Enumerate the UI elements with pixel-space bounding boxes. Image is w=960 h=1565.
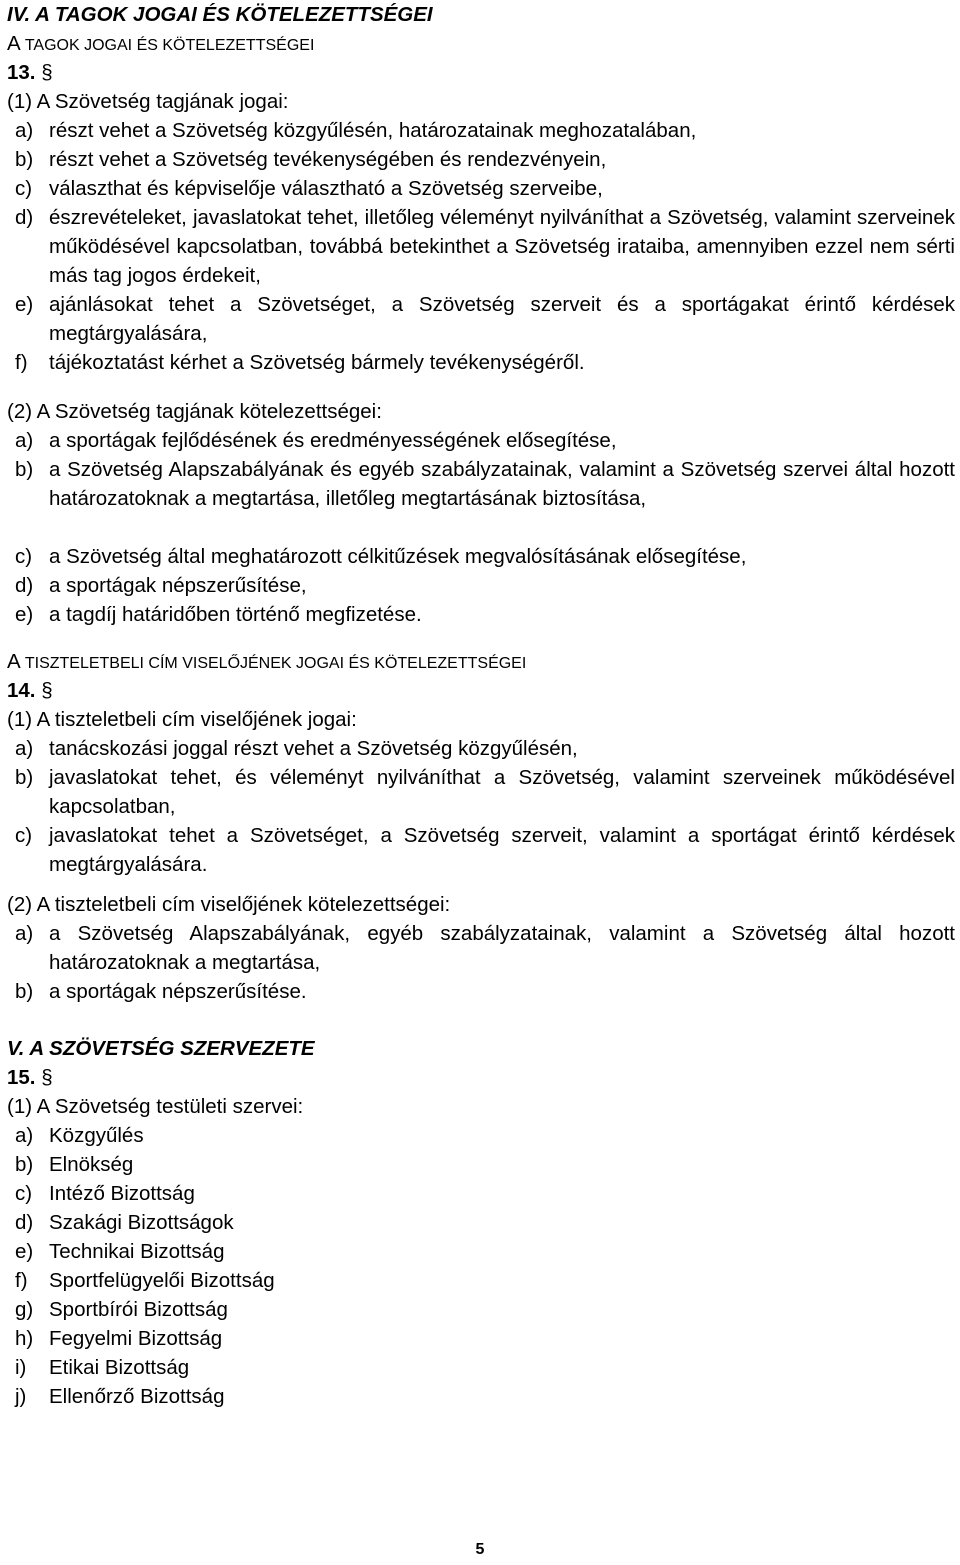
article-14-p1-heading: (1) A tiszteletbeli cím viselőjének jogai: (7, 708, 357, 731)
list-item: j) Ellenőrző Bizottság (15, 1385, 225, 1408)
chapter-4-title: IV. A TAGOK JOGAI ÉS KÖTELEZETTSÉGEI (7, 3, 433, 26)
list-item: a) tanácskozási joggal részt vehet a Szövetség közgyűlésén, (15, 737, 578, 760)
list-item: d) a sportágak népszerűsítése, (15, 574, 307, 597)
list-item: c) Intéző Bizottság (15, 1182, 195, 1205)
list-item: a) a Szövetség Alapszabályának, egyéb szabályzatainak, valamint a Szövetség által hozott határozatoknak a megtartása, (15, 922, 955, 974)
list-item: g) Sportbírói Bizottság (15, 1298, 228, 1321)
list-item: h) Fegyelmi Bizottság (15, 1327, 223, 1350)
list-item: b) a sportágak népszerűsítése. (15, 980, 307, 1003)
article-13-p1-heading: (1) A Szövetség tagjának jogai: (7, 90, 289, 113)
list-item: b) a Szövetség Alapszabályának és egyéb szabályzatainak, valamint a Szövetség szervei által hozott határozatoknak a megtartása, illetőleg megtartásának biztosítása, (15, 458, 955, 510)
list-item: d) észrevételeket, javaslatokat tehet, illetőleg véleményt nyilváníthat a Szövetség, valamint szerveinek működésével kapcsolatban, továbbá betekinthet a Szövetség irataiba, amennyiben ezzel nem sérti más tag jogos érdekeit, (15, 206, 955, 287)
article-13-p2-heading: (2) A Szövetség tagjának kötelezettségei: (7, 400, 382, 423)
list-item: d) Szakági Bizottságok (15, 1211, 234, 1234)
list-item: b) részt vehet a Szövetség tevékenységében és rendezvényein, (15, 148, 607, 171)
list-item: e) Technikai Bizottság (15, 1240, 225, 1263)
list-item: a) Közgyűlés (15, 1124, 144, 1147)
chapter-4-subtitle: A TAGOK JOGAI ÉS KÖTELEZETTSÉGEI (7, 32, 315, 55)
list-item: b) javaslatokat tehet, és véleményt nyilváníthat a Szövetség, valamint szerveinek működésével kapcsolatban, (15, 766, 955, 818)
chapter-5-title: V. A SZÖVETSÉG SZERVEZETE (7, 1037, 315, 1060)
list-item: i) Etikai Bizottság (15, 1356, 190, 1379)
page-number: 5 (475, 1541, 485, 1558)
list-item: a) a sportágak fejlődésének és eredményességének elősegítése, (15, 429, 617, 452)
article-15-heading: 15. § (7, 1066, 53, 1089)
article-15-p1-heading: (1) A Szövetség testületi szervei: (7, 1095, 304, 1118)
list-item: c) a Szövetség által meghatározott célkitűzések megvalósításának elősegítése, (15, 545, 747, 568)
list-item: c) javaslatokat tehet a Szövetséget, a Szövetség szerveit, valamint a sportágat érintő kérdések megtárgyalására. (15, 824, 955, 876)
article-14-heading: 14. § (7, 679, 53, 702)
list-item: f) tájékoztatást kérhet a Szövetség bármely tevékenységéről. (15, 351, 585, 374)
honorary-subtitle: A TISZTELETBELI CÍM VISELŐJÉNEK JOGAI ÉS KÖTELEZETTSÉGEI (7, 650, 527, 673)
paragraph-sign-icon: § (41, 679, 53, 702)
list-item: c) választhat és képviselője választható a Szövetség szerveibe, (15, 177, 603, 200)
paragraph-sign-icon: § (41, 1066, 53, 1089)
article-14-p2-heading: (2) A tiszteletbeli cím viselőjének kötelezettségei: (7, 893, 451, 916)
list-item: a) részt vehet a Szövetség közgyűlésén, határozatainak meghozatalában, (15, 119, 697, 142)
list-item: e) ajánlásokat tehet a Szövetséget, a Szövetség szerveit és a sportágakat érintő kérdések megtárgyalására, (15, 293, 955, 345)
list-item: f) Sportfelügyelői Bizottság (15, 1269, 275, 1292)
list-item: e) a tagdíj határidőben történő megfizetése. (15, 603, 422, 626)
paragraph-sign-icon: § (41, 61, 53, 84)
article-13-heading: 13. § (7, 61, 53, 84)
list-item: b) Elnökség (15, 1153, 134, 1176)
